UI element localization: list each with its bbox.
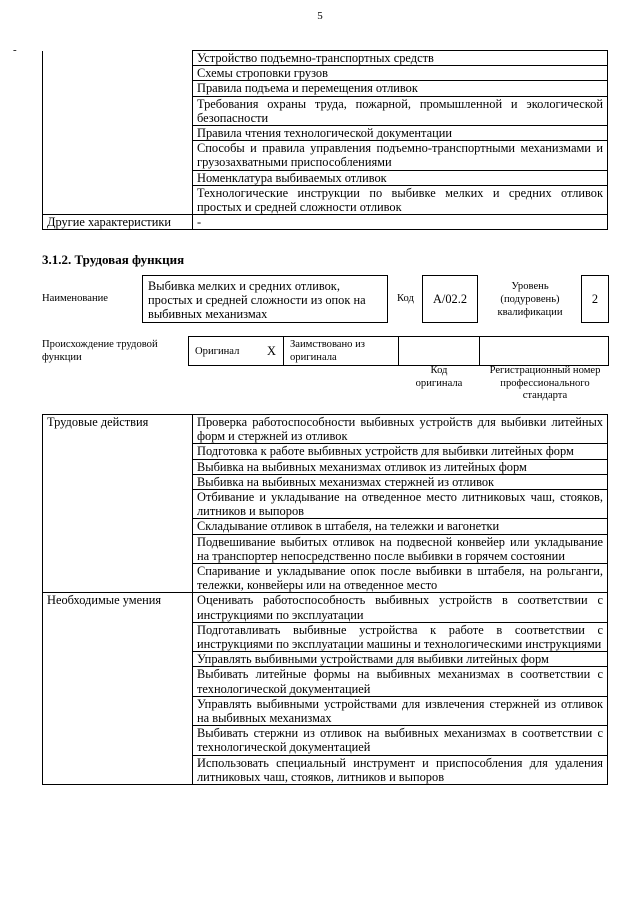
knowledge-row: Номенклатура выбиваемых отливок xyxy=(193,170,608,185)
skill-row: Управлять выбивными устройствами для извлечения стержней из отливок на выбивных механизмах xyxy=(193,696,608,725)
skill-row: Использовать специальный инструмент и приспособления для удаления литниковых чаш, стояков, литников и выпоров xyxy=(193,755,608,784)
original-mark: X xyxy=(267,344,276,358)
knowledge-row: Схемы строповки грузов xyxy=(193,66,608,81)
required-skills-label: Необходимые умения xyxy=(43,593,193,785)
page-number: 5 xyxy=(317,10,323,22)
function-name-box: Выбивка мелких и средних отливок, простых и средней сложности из опок на выбивных механизмах xyxy=(142,275,388,323)
labor-action-row: Спаривание и укладывание опок после выбивки в штабеля, на рольганги, тележки, конвейеры или на отведенное место xyxy=(193,564,608,593)
labor-action-row: Выбивка на выбивных механизмах отливок из литейных форм xyxy=(193,459,608,474)
knowledge-row: Технологические инструкции по выбивке мелких и средних отливок простых и средней сложности отливок xyxy=(193,185,608,214)
borrowed-label: Заимствовано из оригинала xyxy=(290,339,365,363)
original-box xyxy=(188,336,284,366)
original-code-caption: Код оригинала xyxy=(415,365,463,389)
labor-action-row: Подготовка к работе выбивных устройств для выбивки литейных форм xyxy=(193,444,608,459)
knowledge-label-cell xyxy=(43,51,193,215)
labor-action-row: Складывание отливок в штабеля, на тележки и вагонетки xyxy=(193,519,608,534)
origin-label: Происхождение трудовой функции xyxy=(42,339,158,363)
knowledge-row: Правила чтения технологической документации xyxy=(193,126,608,141)
labor-actions-label: Трудовые действия xyxy=(43,415,193,593)
knowledge-row: Правила подъема и перемещения отливок xyxy=(193,81,608,96)
skill-row: Выбивать стержни из отливок на выбивных механизмах в соответствии с технологической документацией xyxy=(193,726,608,755)
name-label: Наименование xyxy=(42,293,108,304)
knowledge-row: Способы и правила управления подъемно-транспортными механизмами и грузозахватными приспособлениями xyxy=(193,141,608,170)
original-label: Оригинал xyxy=(195,346,240,357)
other-characteristics-value: - xyxy=(193,215,608,230)
skill-row: Выбивать литейные формы на выбивных механизмах в соответствии с технологической документацией xyxy=(193,667,608,696)
labor-action-row: Отбивание и укладывание на отведенное место литниковых чаш, стояков, литников и выпоров xyxy=(193,490,608,519)
labor-action-row: Подвешивание выбитых отливок на подвесной конвейер или укладывание на транспортер непосредственно после выбивки в горячем состоянии xyxy=(193,534,608,563)
skill-row: Управлять выбивными устройствами для выбивки литейных форм xyxy=(193,652,608,667)
skill-row: Оценивать работоспособность выбивных устройств в соответствии с инструкциями по эксплуатации xyxy=(193,593,608,622)
knowledge-row: Устройство подъемно-транспортных средств xyxy=(193,51,608,66)
margin-mark: - xyxy=(13,44,17,56)
knowledge-row: Требования охраны труда, пожарной, промышленной и экологической безопасности xyxy=(193,96,608,125)
labor-function-table xyxy=(42,414,608,785)
level-box: 2 xyxy=(581,275,609,323)
labor-action-row: Выбивка на выбивных механизмах стержней из отливок xyxy=(193,474,608,489)
original-code-box xyxy=(398,336,480,366)
other-characteristics-label: Другие характеристики xyxy=(43,215,193,230)
labor-action-row: Проверка работоспособности выбивных устройств для выбивки литейных форм и стержней из отливок xyxy=(193,415,608,444)
section-title: 3.1.2. Трудовая функция xyxy=(42,252,185,267)
level-label: Уровень (подуровень) квалификации xyxy=(497,281,563,318)
knowledge-table xyxy=(42,50,608,230)
registration-number-caption: Регистрационный номер профессионального стандарта xyxy=(489,365,601,401)
code-box: А/02.2 xyxy=(422,275,478,323)
skill-row: Подготавливать выбивные устройства к работе в соответствии с инструкциями по эксплуатации машины и технологическими инструкциями xyxy=(193,622,608,651)
registration-number-box xyxy=(479,336,609,366)
code-label: Код xyxy=(397,293,414,304)
borrowed-box xyxy=(283,336,399,366)
